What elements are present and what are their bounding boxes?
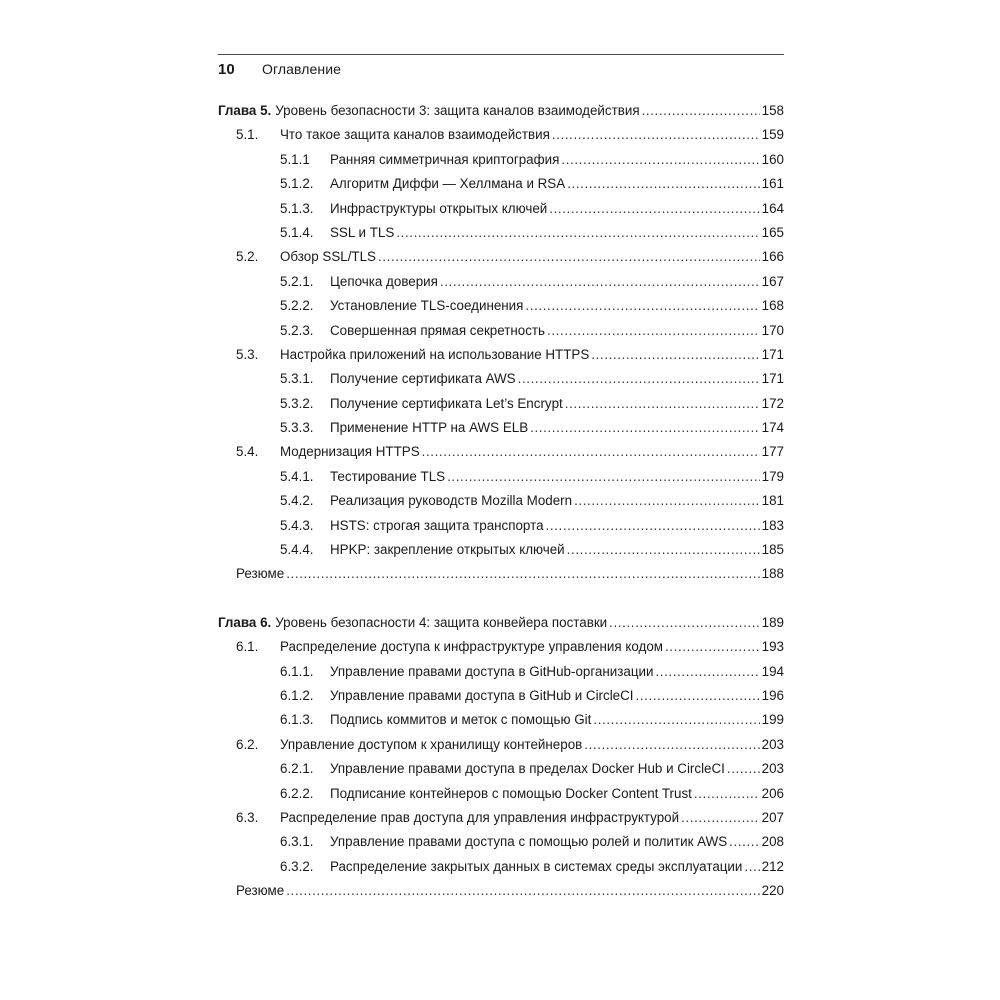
dot-leader	[396, 223, 759, 237]
toc-subsection-entry-number: 5.3.1.	[280, 371, 314, 387]
toc-subsection-entry	[218, 540, 784, 564]
toc-subsection-entry-number: 6.1.3.	[280, 712, 314, 728]
toc-section-entry	[218, 808, 784, 832]
toc-section-entry-number: 5.2.	[236, 249, 259, 265]
toc-subsection-entry-title: Тестирование TLS	[330, 468, 446, 484]
toc-section-entry	[218, 442, 784, 466]
dot-leader	[286, 881, 759, 895]
toc-subsection-entry	[218, 418, 784, 442]
toc-chapter-entry	[218, 101, 784, 125]
toc-chapter-entry-page: 158	[761, 103, 784, 118]
toc-subsection-entry-number: 5.2.2.	[280, 298, 314, 314]
toc-subsection-entry	[218, 467, 784, 491]
toc-subsection-entry-page: 170	[761, 322, 784, 338]
toc-subsection-entry-page: 174	[761, 420, 784, 436]
toc-chapter-entry-page: 189	[761, 614, 784, 630]
toc-section-entry-page: 207	[761, 809, 784, 825]
header-rule	[218, 54, 784, 55]
toc-subsection-entry	[218, 784, 784, 808]
toc-subsection-entry-page: 179	[761, 468, 784, 484]
toc-subsection-entry-title: Получение сертификата AWS	[330, 371, 516, 387]
toc-subsection-entry-number: 5.2.1.	[280, 273, 314, 289]
dot-leader	[530, 418, 760, 432]
book-page	[218, 54, 784, 930]
dot-leader	[549, 199, 759, 213]
toc-subsection-entry-title: Алгоритм Диффи — Хеллмана и RSA	[330, 176, 566, 192]
toc-subsection-entry-number: 5.3.3.	[280, 420, 314, 436]
toc-section-entry-title: Управление доступом к хранилищу контейнеров	[280, 736, 583, 752]
chapter-block	[218, 101, 784, 589]
toc-subsection-entry-title: Инфраструктуры открытых ключей	[330, 200, 548, 216]
toc-subsection-entry-page: 212	[761, 858, 784, 874]
toc-subsection-entry-page: 168	[761, 298, 784, 314]
toc-subsection-entry-title: HSTS: строгая защита транспорта	[330, 517, 544, 533]
table-of-contents	[218, 101, 784, 906]
toc-subsection-entry	[218, 710, 784, 734]
toc-subsection-entry	[218, 516, 784, 540]
dot-leader	[565, 394, 760, 408]
toc-subsection-entry-page: 165	[761, 224, 784, 240]
toc-subsection-entry	[218, 223, 784, 247]
toc-subsection-entry-page: 196	[761, 687, 784, 703]
dot-leader	[286, 564, 759, 578]
running-header	[218, 61, 784, 89]
toc-section-entry-page: 193	[761, 639, 784, 655]
toc-chapter-entry-title: Уровень безопасности 4: защита конвейера поставки	[275, 614, 608, 630]
toc-subsection-entry	[218, 491, 784, 515]
toc-subsection-entry	[218, 296, 784, 320]
toc-section-entry-page: 166	[761, 249, 784, 265]
dot-leader	[552, 125, 760, 139]
toc-chapter-entry-number: Глава 5.	[218, 103, 272, 118]
toc-subsection-entry-number: 5.4.2.	[280, 493, 314, 509]
toc-subsection-entry-number: 5.1.4.	[280, 224, 314, 240]
toc-subsection-entry-title: Применение HTTP на AWS ELB	[330, 420, 529, 436]
toc-section-entry-title: Настройка приложений на использование HTTPS	[280, 346, 590, 362]
toc-subsection-entry	[218, 199, 784, 223]
toc-section-entry-page: 159	[761, 127, 784, 143]
dot-leader	[440, 272, 760, 286]
toc-subsection-entry-number: 6.2.2.	[280, 785, 314, 801]
dot-leader	[547, 321, 760, 335]
toc-chapter-entry-title: Уровень безопасности 3: защита каналов взаимодействия	[275, 103, 640, 118]
dot-leader	[584, 735, 759, 749]
toc-chapter-entry-number: Глава 6.	[218, 614, 272, 630]
toc-subsection-entry-title: Установление TLS-соединения	[330, 298, 524, 314]
toc-subsection-entry-page: 172	[761, 395, 784, 411]
dot-leader	[422, 442, 760, 456]
toc-subsection-entry	[218, 174, 784, 198]
toc-section-entry	[218, 345, 784, 369]
toc-subsection-entry-page: 161	[761, 176, 784, 192]
toc-subsection-entry	[218, 857, 784, 881]
toc-subsection-entry-number: 5.4.3.	[280, 517, 314, 533]
toc-section-entry	[218, 637, 784, 661]
dot-leader	[567, 540, 760, 554]
toc-subsection-entry-title: Управление правами доступа в GitHub и CircleCI	[330, 687, 634, 703]
toc-subsection-entry-number: 5.4.1.	[280, 468, 314, 484]
toc-subsection-entry	[218, 150, 784, 174]
toc-subsection-entry-title: HPKP: закрепление открытых ключей	[330, 542, 565, 558]
toc-subsection-entry-number: 6.2.1.	[280, 761, 314, 777]
dot-leader	[727, 759, 760, 773]
toc-section-entry-page: 171	[761, 346, 784, 362]
toc-section-entry	[218, 247, 784, 271]
page-number: 10	[218, 61, 235, 78]
toc-subsection-entry-title: Совершенная прямая секретность	[330, 322, 546, 338]
toc-subsection-entry-number: 5.1.2.	[280, 176, 314, 192]
toc-summary-entry-page: 188	[761, 566, 784, 582]
toc-subsection-entry-number: 5.1.1	[280, 151, 310, 167]
toc-subsection-entry-title: SSL и TLS	[330, 224, 395, 240]
toc-section-entry-page: 177	[761, 444, 784, 460]
toc-subsection-entry-title: Получение сертификата Let’s Encrypt	[330, 395, 563, 411]
toc-subsection-entry-number: 5.2.3.	[280, 322, 314, 338]
dot-leader	[447, 467, 760, 481]
dot-leader	[546, 516, 760, 530]
toc-subsection-entry-number: 5.1.3.	[280, 200, 314, 216]
toc-summary-entry-title: Резюме	[236, 883, 285, 899]
toc-subsection-entry-page: 181	[761, 493, 784, 509]
dot-leader	[561, 150, 759, 164]
toc-subsection-entry	[218, 686, 784, 710]
dot-leader	[642, 101, 760, 115]
toc-subsection-entry	[218, 394, 784, 418]
toc-subsection-entry-title: Ранняя симметричная криптография	[330, 151, 560, 167]
toc-subsection-entry-page: 208	[761, 834, 784, 850]
toc-subsection-entry-page: 203	[761, 761, 784, 777]
dot-leader	[591, 345, 759, 359]
toc-subsection-entry	[218, 662, 784, 686]
toc-subsection-entry-number: 6.1.2.	[280, 687, 314, 703]
toc-subsection-entry-title: Реализация руководств Mozilla Modern	[330, 493, 573, 509]
toc-subsection-entry	[218, 832, 784, 856]
dot-leader	[525, 296, 759, 310]
toc-section-entry	[218, 125, 784, 149]
toc-subsection-entry-title: Управление правами доступа с помощью ролей и политик AWS	[330, 834, 728, 850]
toc-subsection-entry-number: 6.3.1.	[280, 834, 314, 850]
dot-leader	[636, 686, 760, 700]
toc-subsection-entry-number: 5.3.2.	[280, 395, 314, 411]
toc-subsection-entry-page: 194	[761, 663, 784, 679]
chapter-block	[218, 613, 784, 906]
dot-leader	[378, 247, 760, 261]
toc-subsection-entry-number: 5.4.4.	[280, 542, 314, 558]
toc-section-entry-title: Распределение прав доступа для управления инфраструктурой	[280, 809, 680, 825]
toc-chapter-entry	[218, 613, 784, 637]
dot-leader	[518, 369, 760, 383]
dot-leader	[744, 857, 759, 871]
toc-subsection-entry	[218, 272, 784, 296]
toc-subsection-entry-title: Подписание контейнеров с помощью Docker Content Trust	[330, 785, 692, 801]
toc-section-entry-title: Модернизация HTTPS	[280, 444, 420, 460]
dot-leader	[574, 491, 760, 505]
toc-section-entry-title: Обзор SSL/TLS	[280, 249, 376, 265]
toc-section-entry-number: 6.1.	[236, 639, 259, 655]
toc-subsection-entry-title: Управление правами доступа в GitHub-организации	[330, 663, 654, 679]
toc-summary-entry-title: Резюме	[236, 566, 285, 582]
toc-summary-entry	[218, 564, 784, 588]
toc-section-entry-title: Что такое защита каналов взаимодействия	[280, 127, 550, 143]
dot-leader	[593, 710, 759, 724]
toc-section-entry-number: 6.2.	[236, 736, 259, 752]
dot-leader	[665, 637, 760, 651]
toc-summary-entry	[218, 881, 784, 905]
dot-leader	[729, 832, 760, 846]
toc-section-entry-number: 5.3.	[236, 346, 259, 362]
toc-section-entry-number: 6.3.	[236, 809, 259, 825]
toc-subsection-entry-page: 164	[761, 200, 784, 216]
toc-subsection-entry-page: 183	[761, 517, 784, 533]
toc-section-entry-page: 203	[761, 736, 784, 752]
dot-leader	[681, 808, 760, 822]
toc-section-entry-number: 5.1.	[236, 127, 259, 143]
toc-subsection-entry	[218, 759, 784, 783]
dot-leader	[694, 784, 760, 798]
toc-subsection-entry-page: 199	[761, 712, 784, 728]
toc-subsection-entry-title: Подпись коммитов и меток с помощью Git	[330, 712, 592, 728]
dot-leader	[567, 174, 759, 188]
dot-leader	[655, 662, 759, 676]
toc-subsection-entry-number: 6.3.2.	[280, 858, 314, 874]
toc-subsection-entry-title: Распределение закрытых данных в системах среды эксплуатации	[330, 858, 743, 874]
toc-subsection-entry-title: Цепочка доверия	[330, 273, 438, 289]
toc-subsection-entry-page: 185	[761, 542, 784, 558]
toc-subsection-entry	[218, 321, 784, 345]
toc-section-entry	[218, 735, 784, 759]
toc-subsection-entry-page: 171	[761, 371, 784, 387]
toc-subsection-entry-page: 167	[761, 273, 784, 289]
toc-subsection-entry-title: Управление правами доступа в пределах Docker Hub и CircleCI	[330, 761, 725, 777]
running-title: Оглавление	[262, 61, 342, 77]
dot-leader	[609, 613, 760, 627]
toc-section-entry-number: 5.4.	[236, 444, 259, 460]
toc-section-entry-title: Распределение доступа к инфраструктуре управления кодом	[280, 639, 663, 655]
toc-subsection-entry-page: 160	[761, 151, 784, 167]
toc-subsection-entry	[218, 369, 784, 393]
toc-subsection-entry-page: 206	[761, 785, 784, 801]
toc-subsection-entry-number: 6.1.1.	[280, 663, 314, 679]
toc-summary-entry-page: 220	[761, 883, 784, 899]
